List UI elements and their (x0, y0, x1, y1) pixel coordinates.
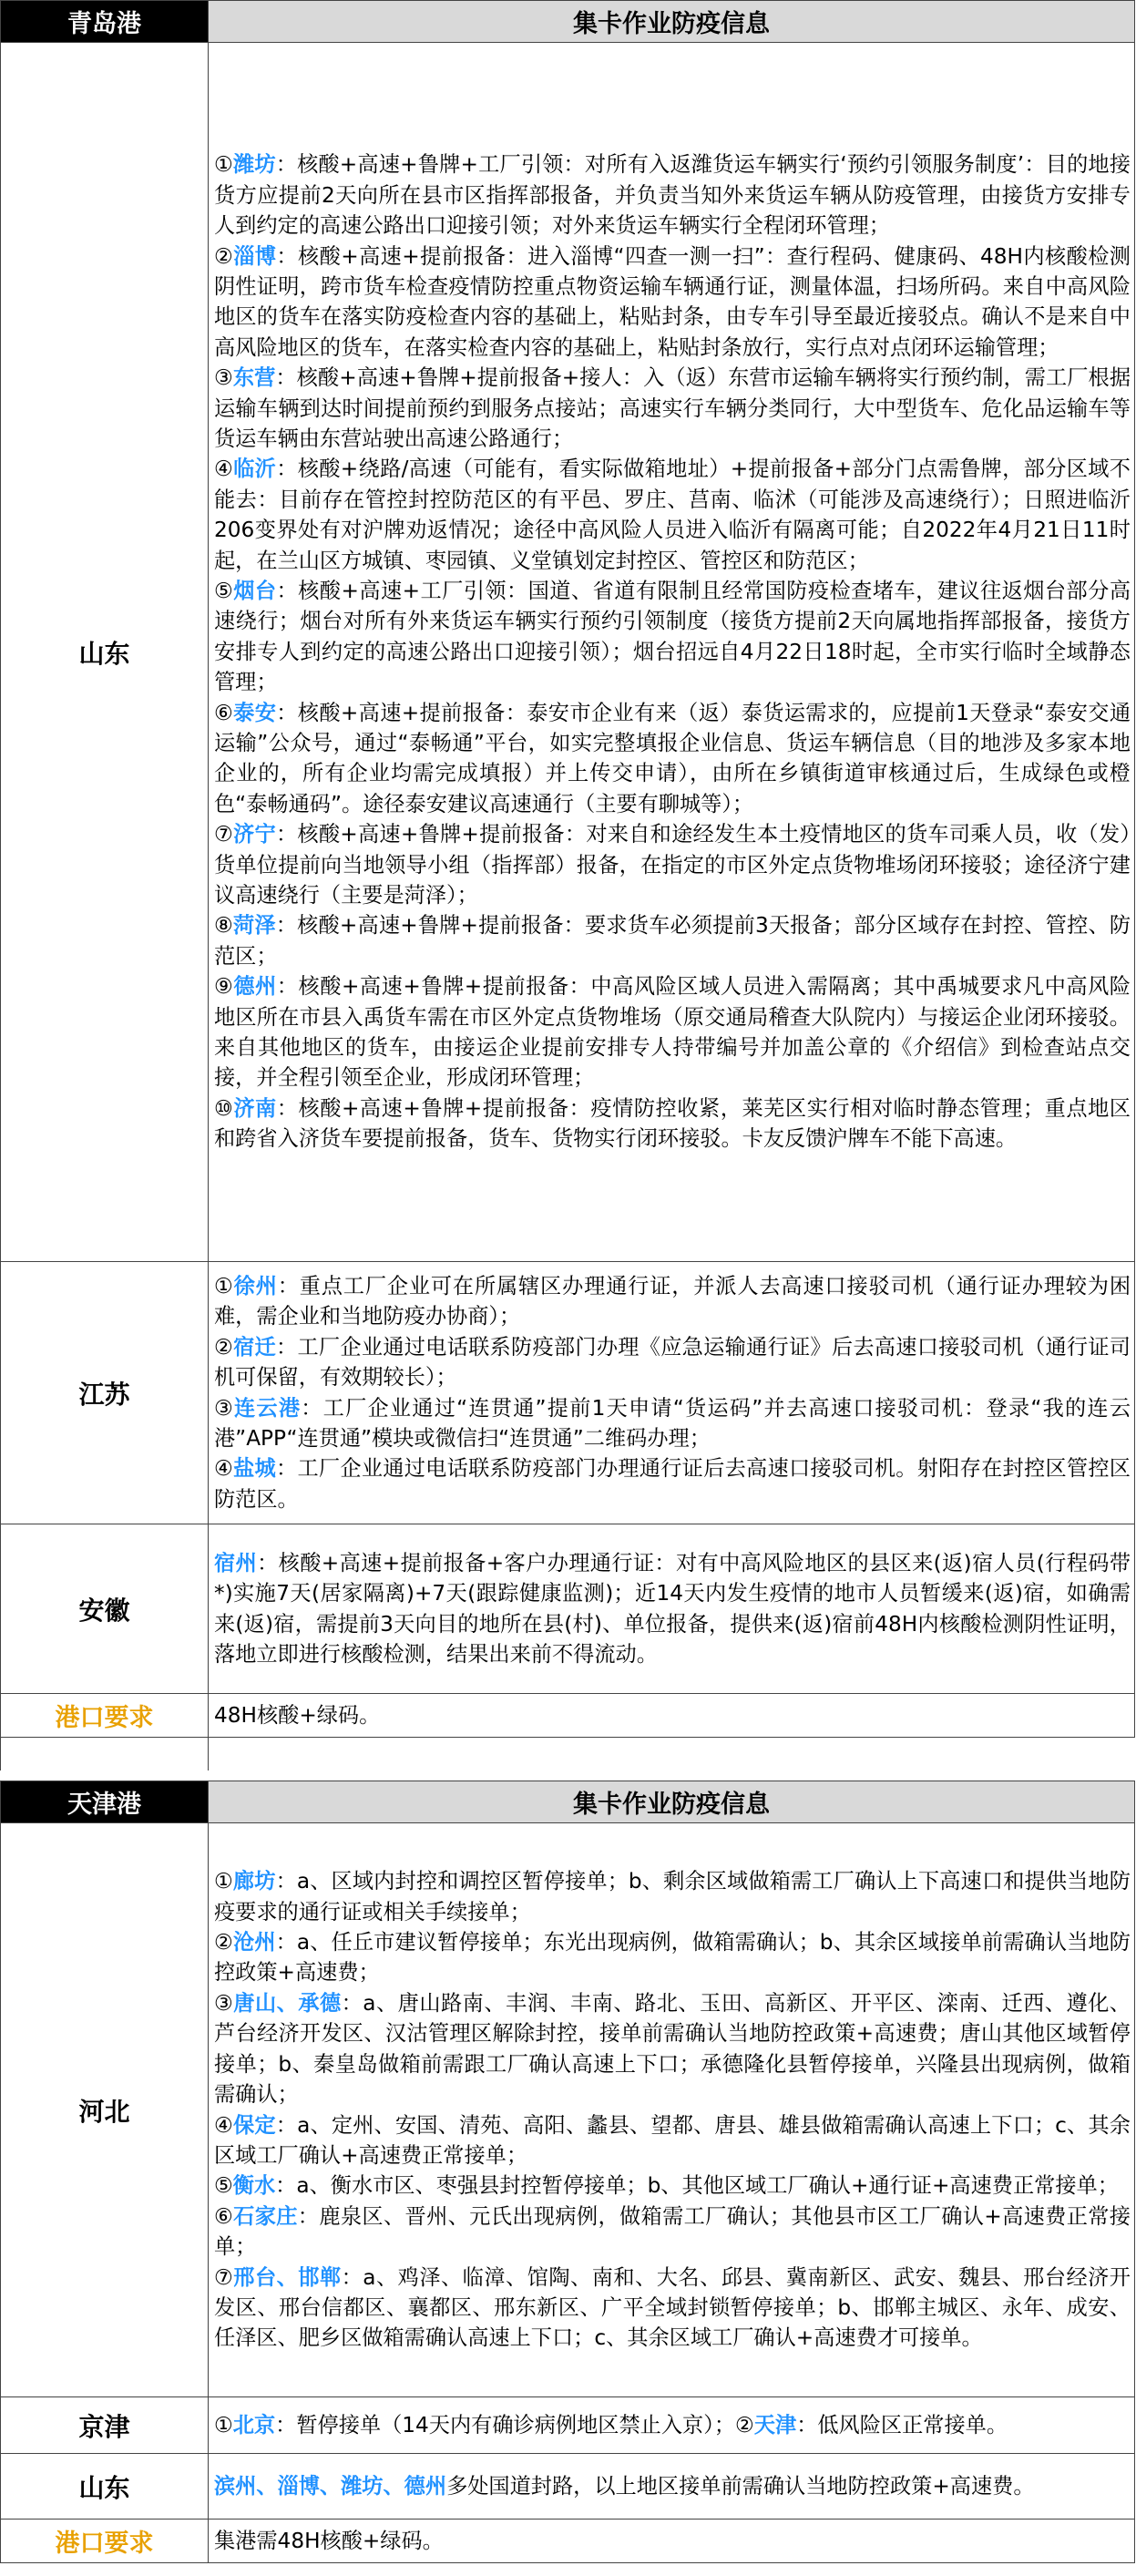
city-name: 菏泽 (232, 913, 276, 939)
qingdao-port-header: 青岛港 (1, 1, 209, 43)
region-content (209, 2454, 1135, 2520)
tianjin-table (0, 1781, 1135, 2563)
region-item (214, 149, 1131, 241)
city-name: 北京 (232, 2412, 276, 2437)
item-number: ⑤ (214, 2173, 233, 2199)
city-name: 临沂 (233, 457, 277, 482)
item-number: ② (214, 1930, 233, 1955)
item-number: ④ (214, 2112, 233, 2138)
item-number: ⑤ (214, 578, 234, 603)
region-item (214, 2201, 1131, 2263)
item-number: ① (214, 1273, 234, 1298)
item-text: ：低风险区正常接单。 (796, 2412, 1008, 2437)
item-number: ① (214, 2412, 233, 2437)
region-item (214, 1271, 1131, 1332)
port-requirement-label: 港口要求 (1, 1694, 209, 1738)
item-text: ：a、区域内封控和调控区暂停接单；b、剩余区域做箱需工厂确认上下高速口和提供当地防疫要求的通行证或相关手续接单； (214, 1869, 1131, 1924)
city-name: 宿迁 (233, 1334, 276, 1360)
item-text: ：工厂企业通过电话联系防疫部门办理《应急运输通行证》后去高速口接驳司机（通行证司机可保留，有效期较长）； (214, 1334, 1131, 1391)
region-name: 安徽 (1, 1524, 209, 1694)
item-number: ⑧ (214, 913, 233, 939)
item-number: ① (214, 152, 233, 178)
item-text: ：a、唐山路南、丰润、丰南、路北、玉田、高新区、开平区、滦南、迁西、遵化、芦台经济开发区、汉沽管理区解除封控，接单前需确认当地防控政策+高速费；唐山其他区域暂停接单；b、秦皇岛做箱前需跟工厂确认高速上下口；承德隆化县暂停接单，兴隆县出现病例，做箱需确认； (214, 1990, 1131, 2108)
item-text: ：核酸+高速+提前报备+客户办理通行证：对有中高风险地区的县区来(返)宿人员(行程码带*)实施7天(居家隔离)+7天(跟踪健康监测)；近14天内发生疫情的地市人员暂缓来(返)宿，如确需来(返)宿，需提前3天向目的地所在县(村)、单位报备，提供来(返)宿前48H内核酸检测阴性证明，落地立即进行核酸检测，结果出来前不得流动。 (214, 1550, 1131, 1667)
city-name: 唐山、承德 (233, 1990, 342, 2016)
region-item (214, 2110, 1131, 2171)
region-item (214, 910, 1131, 971)
city-name: 盐城 (233, 1456, 276, 1482)
region-item (214, 576, 1131, 698)
item-text: ：a、鸡泽、临漳、馆陶、南和、大名、邱县、冀南新区、武安、魏县、邢台经济开发区、邢台信都区、襄都区、邢东新区、广平全域封锁暂停接单；b、邯郸主城区、永年、成安、任泽区、肥乡区做箱需确认高速上下口；c、其余区域工厂确认+高速费才可接单。 (214, 2264, 1131, 2351)
region-content (209, 2397, 1135, 2454)
item-text: ：a、衡水市区、枣强县封控暂停接单；b、其他区域工厂确认+通行证+高速费正常接单； (275, 2173, 1119, 2199)
region-item (214, 1093, 1131, 1155)
item-number: ⑥ (214, 2203, 234, 2229)
item-number: ⑦ (214, 2264, 234, 2290)
city-name: 廊坊 (232, 1869, 276, 1894)
region-item (214, 1866, 1131, 1927)
city-name: 宿州 (214, 1550, 258, 1575)
region-item (214, 2413, 735, 2437)
city-name: 沧州 (232, 1930, 276, 1955)
city-name: 济南 (233, 1095, 277, 1121)
region-item (214, 454, 1131, 576)
item-number: ③ (214, 1990, 234, 2016)
region-name: 山东 (1, 43, 209, 1262)
tianjin-title-header: 集卡作业防疫信息 (209, 1781, 1135, 1823)
item-text: ：a、任丘市建议暂停接单；东光出现病例，做箱需确认；b、其余区域接单前需确认当地防控政策+高速费； (214, 1930, 1131, 1986)
city-name: 石家庄 (233, 2203, 298, 2229)
region-item (214, 1332, 1131, 1393)
region-item (214, 819, 1131, 910)
qingdao-title-header: 集卡作业防疫信息 (209, 1, 1135, 43)
spacer-cell (1, 1738, 209, 1770)
city-name: 滨州、淄博、潍坊、德州 (214, 2473, 447, 2499)
region-name: 河北 (1, 1823, 209, 2397)
item-text: ：工厂企业通过“连贯通”提前1天申请“货运码”并去高速口接驳司机：登录“我的连云港”APP“连贯通”模块或微信扫“连贯通”二维码办理； (214, 1395, 1131, 1451)
item-number: ⑦ (214, 822, 234, 847)
city-name: 衡水 (232, 2173, 276, 2199)
port-requirement: 48H核酸+绿码。 (209, 1694, 1135, 1738)
tianjin-port-header: 天津港 (1, 1781, 209, 1823)
item-number: ② (214, 1334, 234, 1360)
item-text: ：核酸+高速+鲁牌+提前报备：对来自和途经发生本土疫情地区的货车司乘人员，收（发）货单位提前向当地领导小组（指挥部）报备，在指定的市区外定点货物堆场闭环接驳；途径济宁建议高速绕行（主要是菏泽）； (214, 822, 1131, 908)
item-number: ② (214, 243, 234, 269)
region-content (209, 1524, 1135, 1694)
city-name: 泰安 (233, 700, 277, 725)
city-name: 连云港 (234, 1395, 302, 1421)
spacer-cell (209, 1738, 1135, 1770)
city-name: 淄博 (233, 243, 277, 269)
item-number: ③ (214, 1395, 235, 1421)
region-item (214, 1453, 1131, 1514)
item-text: ：重点工厂企业可在所属辖区办理通行证，并派人去高速口接驳司机（通行证办理较为困难，需企业和当地防疫办协商）； (214, 1273, 1131, 1329)
item-number: ② (735, 2412, 754, 2437)
region-item (214, 1988, 1131, 2110)
city-name: 徐州 (233, 1273, 278, 1298)
item-number: ⑩ (214, 1095, 234, 1121)
item-number: ① (214, 1869, 233, 1894)
region-name: 山东 (1, 2454, 209, 2520)
item-number: ④ (214, 1456, 234, 1482)
city-name: 德州 (233, 974, 277, 1000)
city-name: 天津 (753, 2412, 797, 2437)
item-text: ：核酸+高速+提前报备：泰安市企业有来（返）泰货运需求的，应提前1天登录“泰安交通运输”公众号，通过“泰畅通”平台，如实完整填报企业信息、货运车辆信息（目的地涉及多家本地企业的，所有企业均需完成填报）并上传交申请），由所在乡镇街道审核通过后，生成绿色或橙色“泰畅通码”。途径泰安建议高速通行（主要有聊城等）； (214, 700, 1131, 816)
item-number: ⑥ (214, 700, 234, 725)
item-text: ：核酸+绕路/高速（可能有，看实际做箱地址）+提前报备+部分门点需鲁牌，部分区域不能去：目前存在管控封控防范区的有平邑、罗庄、莒南、临沭（可能涉及高速绕行）；日照进临沂206变界处有对沪牌劝返情况；途径中高风险人员进入临沂有隔离可能；自2022年4月21日11时起，在兰山区方城镇、枣园镇、义堂镇划定封控区、管控区和防范区； (214, 457, 1131, 573)
item-text: ：核酸+高速+鲁牌+提前报备：要求货车必须提前3天报备；部分区域存在封控、管控、防范区； (214, 913, 1131, 969)
item-number: ④ (214, 457, 234, 482)
item-text: ：a、定州、安国、清苑、高阳、蠡县、望都、唐县、雄县做箱需确认高速上下口；c、其余区域工厂确认+高速费正常接单； (214, 2112, 1131, 2168)
city-name: 潍坊 (232, 152, 276, 178)
item-text: ：鹿泉区、晋州、元氏出现病例，做箱需工厂确认；其他县市区工厂确认+高速费正常接单； (214, 2203, 1131, 2260)
item-text: 多处国道封路，以上地区接单前需确认当地防控政策+高速费。 (446, 2473, 1035, 2499)
region-item (214, 698, 1131, 820)
region-item (214, 2171, 1131, 2201)
region-item (214, 2263, 1131, 2354)
item-text: ：核酸+高速+工厂引领：国道、省道有限制且经常国防疫检查堵车，建议往返烟台部分高速绕行；烟台对所有外来货运车辆实行预约引领制度（接货方提前2天向属地指挥部报备，接货方安排专人到约定的高速公路出口迎接引领）；烟台招远自4月22日18时起，全市实行临时全域静态管理； (214, 578, 1131, 695)
region-item (214, 971, 1131, 1093)
item-text: ：工厂企业通过电话联系防疫部门办理通行证后去高速口接驳司机。射阳存在封控区管控区防范区。 (214, 1456, 1131, 1512)
region-item (214, 241, 1131, 364)
item-text: ：核酸+高速+鲁牌+提前报备：中高风险区域人员进入需隔离；其中禹城要求凡中高风险地区所在市县入禹货车需在市区外定点货物堆场（原交通局稽查大队院内）与接运企业闭环接驳。来自其他地区的货车，由接运企业提前安排专人持带编号并加盖公章的《介绍信》到检查站点交接，并全程引领至企业，形成闭环管理； (214, 974, 1131, 1091)
region-item (214, 2471, 1131, 2501)
port-requirement: 集港需48H核酸+绿码。 (209, 2520, 1135, 2563)
item-text: ：核酸+高速+鲁牌+提前报备：疫情防控收紧，莱芜区实行相对临时静态管理；重点地区和跨省入济货车要提前报备，货车、货物实行闭环接驳。卡友反馈沪牌车不能下高速。 (214, 1095, 1131, 1152)
region-item (214, 1393, 1131, 1454)
item-text: ：核酸+高速+提前报备：进入淄博“四查一测一扫”：查行程码、健康码、48H内核酸检测阴性证明，跨市货车检查疫情防控重点物资运输车辆通行证，测量体温，扫场所码。来自中高风险地区的货车在落实防疫检查内容的基础上，粘贴封条，由专车引导至最近接驳点。确认不是来自中高风险地区的货车，在落实检查内容的基础上，粘贴封条放行，实行点对点闭环运输管理； (214, 243, 1131, 360)
item-number: ⑨ (214, 974, 234, 1000)
region-item (735, 2413, 1008, 2437)
region-name: 京津 (1, 2397, 209, 2454)
region-item (214, 1548, 1131, 1670)
region-content (209, 43, 1135, 1262)
item-text: ：暂停接单（14天内有确诊病例地区禁止入京）； (275, 2412, 736, 2437)
city-name: 烟台 (233, 578, 277, 603)
region-item (214, 1927, 1131, 1988)
city-name: 保定 (232, 2112, 276, 2138)
item-text: ：核酸+高速+鲁牌+提前报备+接人：入（返）东营市运输车辆将实行预约制，需工厂根据运输车辆到达时间提前预约到服务点接站；高速实行车辆分类同行，大中型货车、危化品运输车等货运车辆由东营站驶出高速公路通行； (214, 365, 1131, 451)
region-name: 江苏 (1, 1262, 209, 1524)
item-text: ：核酸+高速+鲁牌+工厂引领：对所有入返潍货运车辆实行‘预约引领服务制度’：目的地接货方应提前2天向所在县市区指挥部报备，并负责当知外来货运车辆从防疫管理，由接货方安排专人到约定的高速公路出口迎接引领；对外来货运车辆实行全程闭环管理； (214, 152, 1131, 239)
port-requirement-label: 港口要求 (1, 2520, 209, 2563)
item-number: ③ (214, 365, 233, 391)
city-name: 邢台、邯郸 (233, 2264, 342, 2290)
region-item (214, 363, 1131, 454)
region-content (209, 1262, 1135, 1524)
city-name: 东营 (232, 365, 276, 391)
city-name: 济宁 (233, 822, 276, 847)
region-content (209, 1823, 1135, 2397)
